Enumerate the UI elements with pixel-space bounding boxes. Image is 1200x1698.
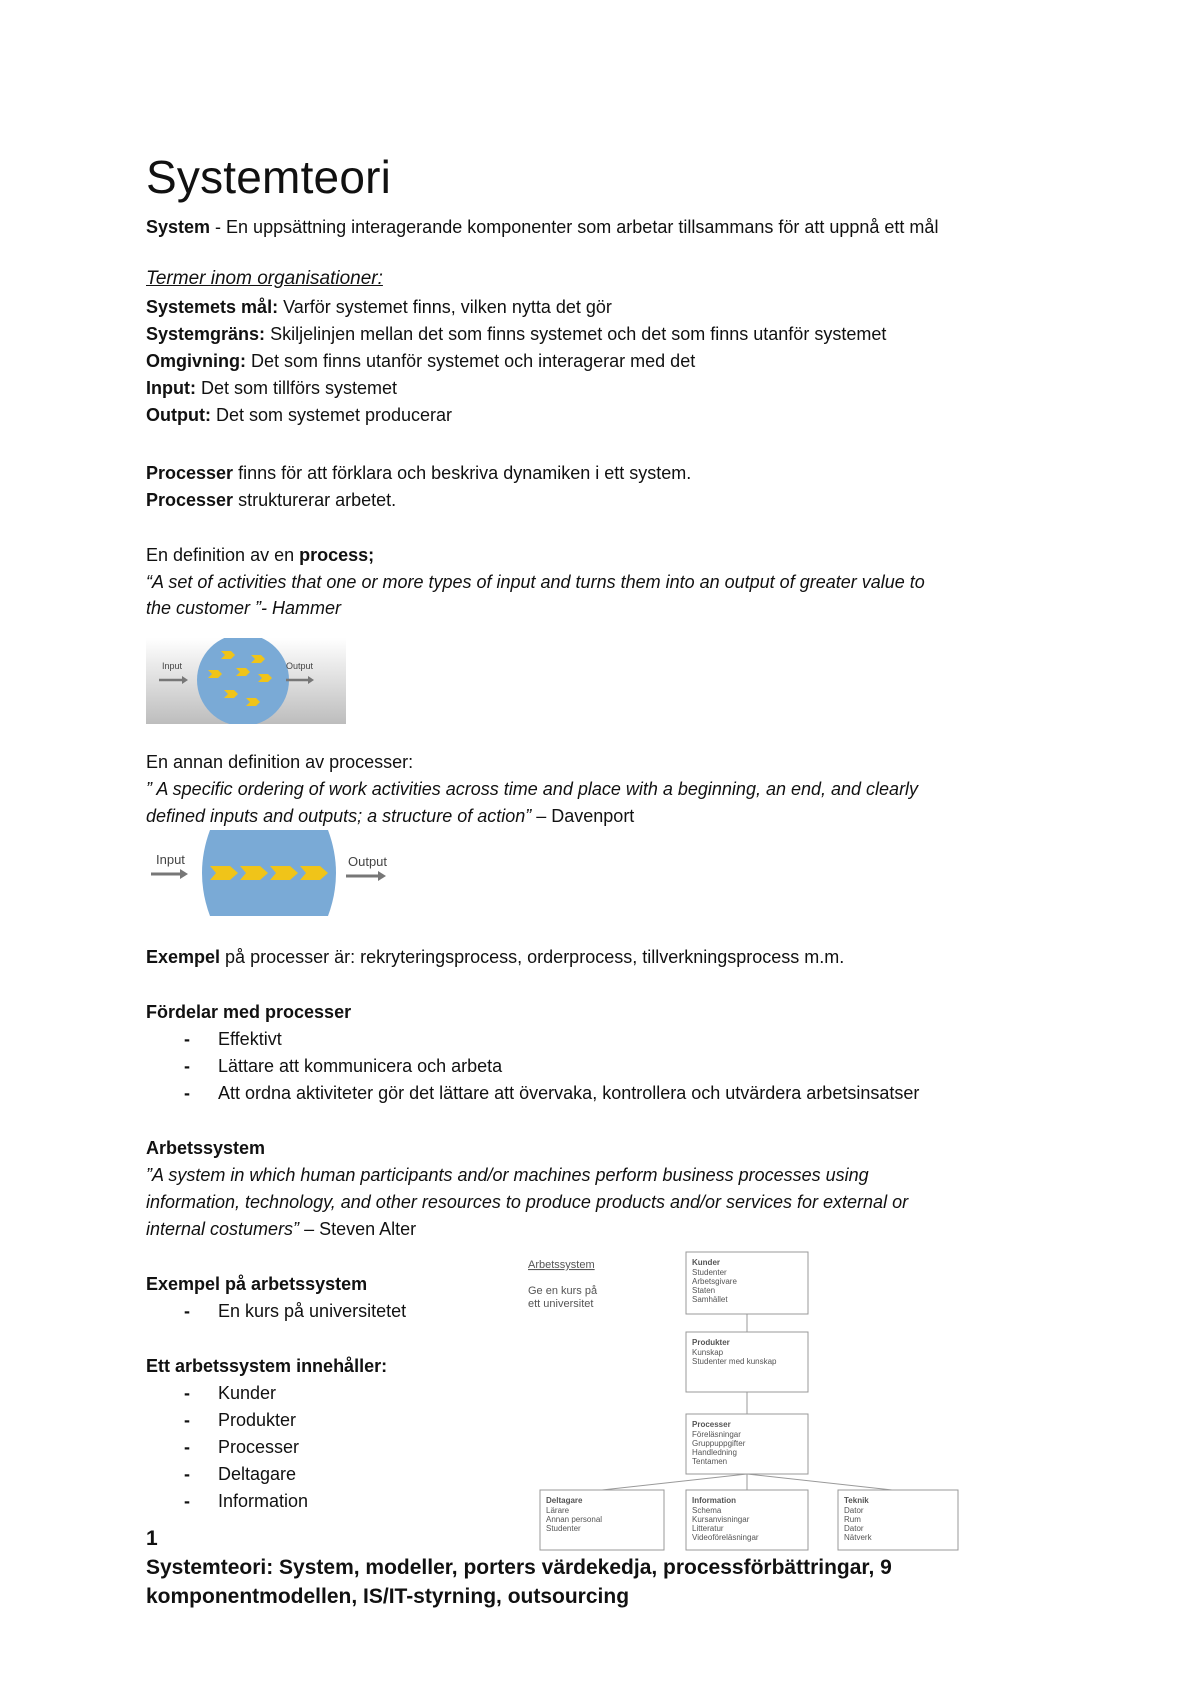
term-text: Det som tillförs systemet xyxy=(195,378,398,398)
linear-process-image xyxy=(146,830,396,916)
box-line: Rum xyxy=(844,1515,861,1524)
box-line: Tentamen xyxy=(692,1457,728,1466)
work-system-heading: Arbetssystem xyxy=(146,1138,266,1158)
examples-text: på processer är: rekryteringsprocess, orderprocess, tillverkningsprocess m.m. xyxy=(220,947,845,967)
work-system-quote: ”A system in which human participants and/or machines perform business processes using xyxy=(146,1165,869,1185)
system-text: - En uppsättning interagerande komponenter som arbetar tillsammans för att uppnå ett mål xyxy=(210,217,939,237)
work-system-author: – Steven Alter xyxy=(299,1219,417,1239)
term-text: Varför systemet finns, vilken nytta det gör xyxy=(278,297,612,317)
process-term: Processer xyxy=(146,490,234,510)
deltagare-title: Deltagare xyxy=(546,1496,583,1505)
list-item-text: Processer xyxy=(218,1437,300,1457)
teknik-title: Teknik xyxy=(844,1496,869,1505)
def1-lead-text: En definition av en xyxy=(146,545,300,565)
system-definition xyxy=(146,216,938,238)
advantages-heading: Fördelar med processer xyxy=(146,1002,352,1022)
list-item: - Information xyxy=(184,1491,309,1511)
list-item-text: Kunder xyxy=(218,1383,277,1403)
box-line: Kursanvisningar xyxy=(692,1515,750,1524)
box-line: Arbetsgivare xyxy=(692,1277,737,1286)
process-circle xyxy=(197,638,289,724)
definition-2-quote: ” A specific ordering of work activities across time and place with a beginning, an end, and clearly xyxy=(146,779,919,799)
box-line: Samhället xyxy=(692,1295,728,1304)
diagram-sub: ett universitet xyxy=(528,1298,594,1310)
box-line: Föreläsningar xyxy=(692,1430,741,1439)
box-line: Litteratur xyxy=(692,1524,724,1533)
box-line: Dator xyxy=(844,1524,864,1533)
def2-author: – Davenport xyxy=(531,806,635,826)
process-circle-image xyxy=(146,638,346,724)
page-title: Systemteori xyxy=(146,151,392,203)
list-item: - Deltagare xyxy=(184,1464,297,1484)
information-title: Information xyxy=(692,1496,736,1505)
process-examples xyxy=(146,946,844,968)
input-label: Input xyxy=(162,661,183,671)
box-line: Staten xyxy=(692,1286,716,1295)
box-line: Studenter med kunskap xyxy=(692,1357,777,1366)
box-line: Videoföreläsningar xyxy=(692,1533,759,1542)
definition-2-lead: En annan definition av processer: xyxy=(146,752,414,772)
box-line: Dator xyxy=(844,1506,864,1515)
list-item: - Lättare att kommunicera och arbeta xyxy=(184,1056,503,1076)
term-row xyxy=(146,404,452,426)
definition-1-lead xyxy=(146,544,374,566)
definition-2-quote xyxy=(146,805,634,827)
list-item-text: Lättare att kommunicera och arbeta xyxy=(218,1056,503,1076)
box-line: Handledning xyxy=(692,1448,737,1457)
box-line: Annan personal xyxy=(546,1515,603,1524)
work-contains-heading: Ett arbetssystem innehåller: xyxy=(146,1356,388,1376)
box-line: Schema xyxy=(692,1506,722,1515)
process-sentence xyxy=(146,489,396,511)
processer-title: Processer xyxy=(692,1420,731,1429)
term-row xyxy=(146,377,397,399)
output-label: Output xyxy=(348,854,388,869)
list-item-text: Information xyxy=(218,1491,309,1511)
list-item-text: Effektivt xyxy=(218,1029,282,1049)
list-item-text: Att ordna aktiviteter gör det lättare att övervaka, kontrollera och utvärdera arbetsinsatser xyxy=(218,1083,920,1103)
examples-term: Exempel xyxy=(146,947,221,967)
list-item-text: En kurs på universitetet xyxy=(218,1301,407,1321)
term-text: Det som systemet producerar xyxy=(210,405,453,425)
kunder-title: Kunder xyxy=(692,1258,720,1267)
list-item: - Processer xyxy=(184,1437,300,1457)
box-line: Kunskap xyxy=(692,1348,724,1357)
term-row xyxy=(146,296,612,318)
list-item: - Kunder xyxy=(184,1383,277,1403)
work-system-quote: information, technology, and other resources to produce products and/or services for external or xyxy=(146,1192,909,1212)
box-line: Lärare xyxy=(546,1506,570,1515)
work-system-diagram xyxy=(520,1250,970,1570)
output-label: Output xyxy=(286,661,314,671)
list-item-text: Produkter xyxy=(218,1410,297,1430)
input-label: Input xyxy=(156,852,185,867)
definition-1-quote: “A set of activities that one or more types of input and turns them into an output of greater value to xyxy=(146,572,925,592)
box-line: Nätverk xyxy=(844,1533,872,1542)
work-system-quote-text: internal costumers” xyxy=(146,1219,300,1239)
produkter-title: Produkter xyxy=(692,1338,730,1347)
list-item: - En kurs på universitetet xyxy=(184,1301,407,1321)
footer-title: komponentmodellen, IS/IT-styrning, outsourcing xyxy=(146,1585,630,1608)
term-label: Output: xyxy=(146,405,211,425)
process-text: strukturerar arbetet. xyxy=(233,490,397,510)
def2-quote-text: defined inputs and outputs; a structure of action” xyxy=(146,806,532,826)
page-number: 1 xyxy=(146,1527,158,1550)
output-arrow-icon xyxy=(378,871,386,881)
system-term: System xyxy=(146,217,211,237)
box-line: Studenter xyxy=(692,1268,727,1277)
term-label: Systemets mål: xyxy=(146,297,279,317)
term-text: Skiljelinjen mellan det som finns systemet och det som finns utanför systemet xyxy=(265,324,887,344)
diagram-sub: Ge en kurs på xyxy=(528,1285,598,1297)
list-item: - Effektivt xyxy=(184,1029,282,1049)
input-arrow-icon xyxy=(180,869,188,879)
list-item-text: Deltagare xyxy=(218,1464,297,1484)
term-label: Systemgräns: xyxy=(146,324,266,344)
process-term: Processer xyxy=(146,463,234,483)
process-text: finns för att förklara och beskriva dynamiken i ett system. xyxy=(233,463,692,483)
term-row xyxy=(146,323,886,345)
work-system-quote xyxy=(146,1218,416,1240)
box-line: Gruppuppgifter xyxy=(692,1439,746,1448)
footer-title: Systemteori: System, modeller, porters värdekedja, processförbättringar, 9 xyxy=(146,1556,892,1579)
terms-heading: Termer inom organisationer: xyxy=(146,268,383,289)
box-line: Studenter xyxy=(546,1524,581,1533)
list-item: - Produkter xyxy=(184,1410,297,1430)
term-text: Det som finns utanför systemet och interagerar med det xyxy=(246,351,696,371)
list-item: - Att ordna aktiviteter gör det lättare att övervaka, kontrollera och utvärdera arbetsinsatser xyxy=(184,1083,920,1103)
term-row xyxy=(146,350,695,372)
work-example-heading: Exempel på arbetssystem xyxy=(146,1274,368,1294)
diagram-label: Arbetssystem xyxy=(528,1259,595,1271)
term-label: Input: xyxy=(146,378,196,398)
process-sentence xyxy=(146,462,691,484)
def1-lead-bold: process; xyxy=(299,545,375,565)
definition-1-quote: the customer ”- Hammer xyxy=(146,598,342,618)
term-label: Omgivning: xyxy=(146,351,246,371)
